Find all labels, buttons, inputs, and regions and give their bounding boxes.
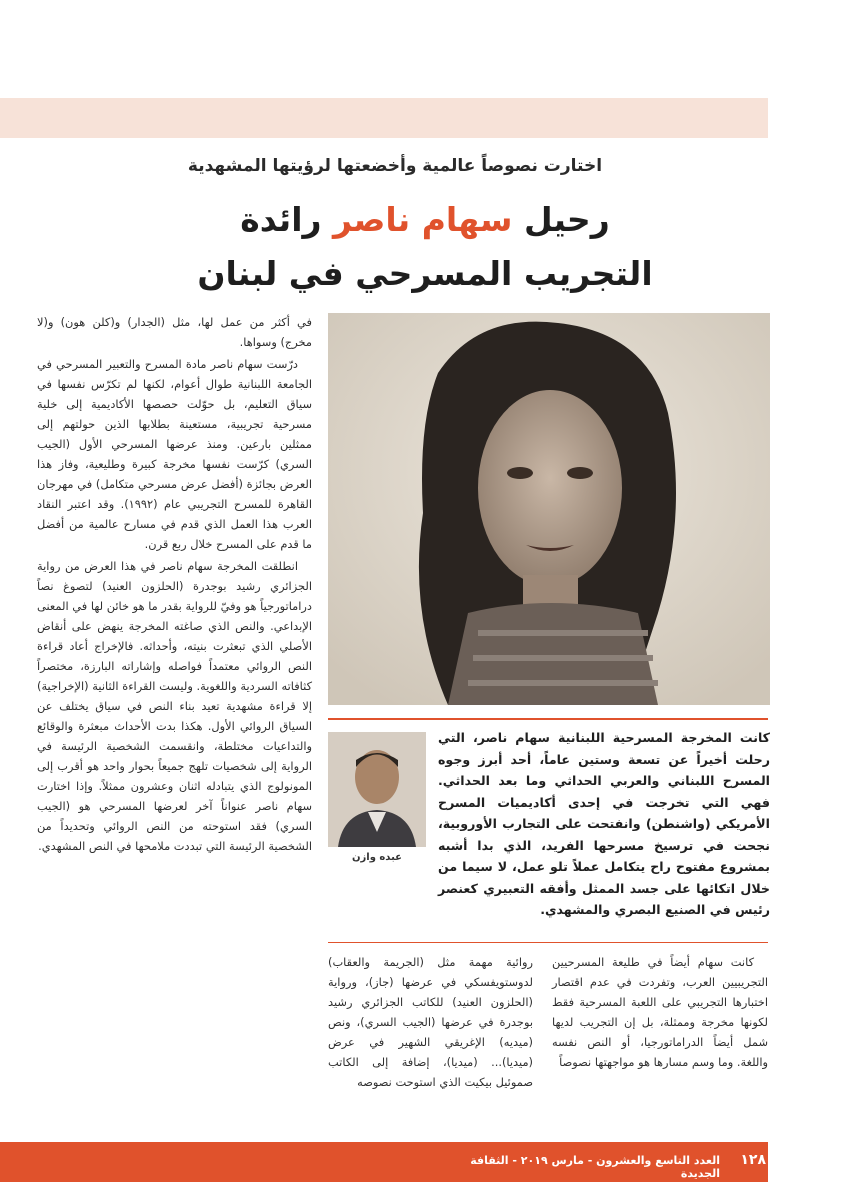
headline-line-1 xyxy=(190,202,660,238)
intro-top-rule xyxy=(328,718,768,720)
headline-line-2: التجريب المسرحي في لبنان xyxy=(197,254,653,293)
intro-text: كانت المخرجة المسرحية اللبنانية سهام ناصر، التي رحلت أخيراً عن تسعة وستين عاماً، أحد أبرز وجوه المسرح اللبناني والعربي الحداثي وما بعد الحداثي. فهي التي تخرجت في إحدى أكاديميات المسرح الأمريكي (واشنطن) وانفتحت على التجارب الأوروبية، نجحت في ترسيخ مسرحها الفريد، الذي بدا أشبه بمشروع مفتوح راح يتكامل عملاً تلو عمل، لا سيما من خلال اتكائها على جسد الممثل وأفقه التعبيري كعنصر رئيس في الصنيع البصري والمشهدي. xyxy=(438,730,770,917)
portrait-photo xyxy=(328,313,770,705)
left-paragraph-1: في أكثر من عمل لها، مثل (الجدار) و(كلن هون) و(لا مخرج) وسواها. xyxy=(37,315,312,349)
article-middle-column xyxy=(328,952,533,1094)
article-right-column xyxy=(552,952,768,1074)
page-number: ١٢٨ xyxy=(740,1152,766,1168)
article-left-column-body xyxy=(37,312,312,858)
top-color-band xyxy=(0,98,768,138)
left-paragraph-2: درّست سهام ناصر مادة المسرح والتعبير المسرحي في الجامعة اللبنانية طوال أعوام، لكنها لم تكرّس نفسها في سياق التعليم، بل حوّلت حصصها الأكاديمية إلى خلية مسرحية تجريبية، مستعينة بطلابها الذين حولتهم إلى ممثلين بارعين. ومنذ عرضها المسرحي الأول (الجيب السري) كرّست نفسها مخرجة كبيرة وطليعية، وفاز هذا العرض بجائزة (أفضل عرض مسرحي متكامل) في مهرجان القاهرة للمسرح التجريبي عام (١٩٩٢). وقد اعتبر النقاد العرب هذا العمل الذي قدم في مسارح عالمية من أفضل ما قدم على المسرح خلال ربع قرن. xyxy=(37,357,312,551)
right-paragraph: كانت سهام أيضاً في طليعة المسرحيين التجريبيين العرب، وتفردت في عدم اقتصار اختبارها التجريبي على اللعبة المسرحية فقط لكونها مخرجة وممثلة، بل إن التجريب لديها شمل أيضاً الدراماتورجيا، أو النص نفسه واللغة. وما وسم مسارها هو مواجهتها نصوصاً xyxy=(552,955,768,1069)
middle-paragraph: روائية مهمة مثل (الجريمة والعقاب) لدوستويفسكي في عرضها (جاز)، ورواية (الحلزون العنيد) للكاتب الجزائري رشيد بوجدرة في عرضها (الجيب السري)، ونص (ميديه) الإغريقي الشهير في عرض (ميديا)... (ميديا)، إضافة إلى الكاتب صموئيل بيكيت الذي استوحت نصوصه xyxy=(328,955,533,1089)
headline-end: رائدة xyxy=(240,200,333,239)
headline-start: رحيل xyxy=(512,200,610,239)
article-intro xyxy=(328,727,770,921)
article-kicker: اختارت نصوصاً عالمية وأخضعتها لرؤيتها المشهدية xyxy=(187,156,603,176)
footer-issue-text: العدد التاسع والعشرون - مارس ٢٠١٩ - الثقافة الجديدة xyxy=(470,1154,720,1180)
left-paragraph-3: انطلقت المخرجة سهام ناصر في هذا العرض من رواية الجزائري رشيد بوجدرة (الحلزون العنيد) لتصوغ نصاً دراماتورجياً هو وفيّ للرواية بقدر ما هو خائن لها في المعنى الإبداعي. والنص الذي صاغته المخرجة ينهض على أنقاض الأصلي الذي تبعثرت بنيته، وأحداثه. فالإخراج أعاد قراءة النص الروائي معتمداً فواصله وإشاراته البارزة، مختصراً كثافاته السردية واللغوية. وليست القراءة الثانية (الإخراجية) إلا قراءة مشهدية تعيد بناء النص في سياق يختلف عن السياق الروائي الأول. هكذا بدت الأحداث مبعثرة والوقائع والتداعيات مختلطة، وانقسمت الشخصية الرئيسة في الرواية إلى شخصيات تلهج جميعاً بحوار واحد هو أقرب إلى المونولوج الذي يتبادله اثنان وعشرون ممثلاً. وإذا اختارت سهام ناصر عنواناً آخر لعرضها المسرحي هو (الجيب السري) فقد استوحته من النص الروائي وتحديداً من الشخصية الرئيسة التي تبددت ملامحها في النص المشهدي. xyxy=(37,559,312,853)
headline-name: سهام ناصر xyxy=(333,200,513,239)
writer-name: عبده وازن xyxy=(351,852,402,863)
intro-bottom-rule xyxy=(328,942,768,943)
